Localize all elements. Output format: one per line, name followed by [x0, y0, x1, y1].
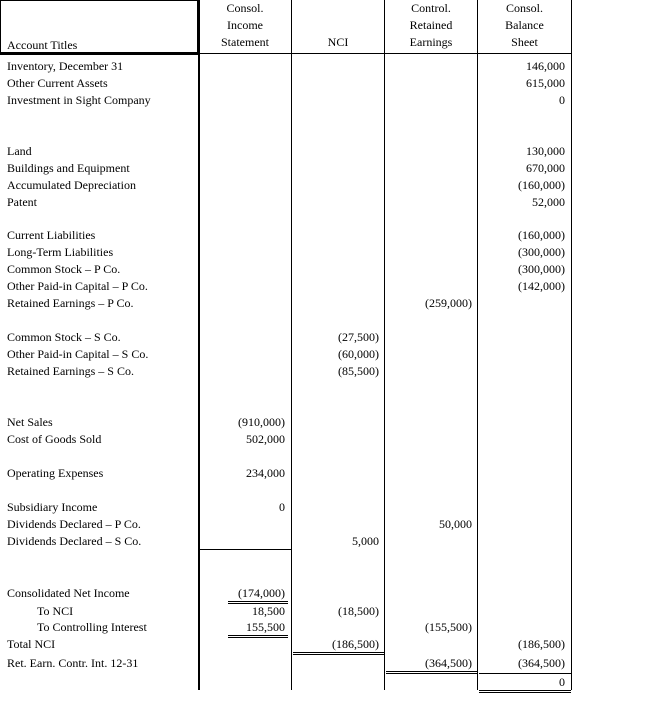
- nci-value: (27,500): [338, 330, 379, 344]
- grid-line: [571, 0, 572, 690]
- row-label: To Controlling Interest: [37, 620, 147, 634]
- row-label: Patent: [7, 195, 37, 209]
- row-label: Dividends Declared – P Co.: [7, 517, 141, 531]
- grid-line: [477, 0, 478, 690]
- row-label: To NCI: [37, 604, 74, 618]
- header-re-line: Earnings: [409, 35, 453, 49]
- row-label: Consolidated Net Income: [7, 586, 130, 600]
- header-re-line: Retained: [409, 18, 453, 32]
- header-bal-line: Consol.: [505, 1, 543, 15]
- row-label: Retained Earnings – P Co.: [7, 296, 134, 310]
- nci-value: (85,500): [338, 364, 379, 378]
- re-value: 50,000: [439, 517, 472, 531]
- balance-value: 0: [559, 675, 565, 689]
- re-value: (155,500): [425, 620, 472, 634]
- header-re-line: Control.: [411, 1, 451, 15]
- grid-line: [384, 0, 385, 690]
- row-label: Common Stock – S Co.: [7, 330, 121, 344]
- row-label: Other Paid-in Capital – P Co.: [7, 279, 148, 293]
- nci-value: (186,500): [332, 637, 379, 651]
- balance-value: 615,000: [526, 76, 565, 90]
- header-nci: [292, 34, 384, 51]
- total-underline: [479, 692, 571, 693]
- balance-value: (300,000): [518, 262, 565, 276]
- header-income-line: Income: [227, 18, 263, 32]
- row-label: Long-Term Liabilities: [7, 245, 114, 259]
- header-income-line: Statement: [221, 35, 269, 49]
- header-income-statement: [199, 0, 291, 51]
- balance-value: 130,000: [526, 144, 565, 158]
- header-rule: [0, 52, 200, 55]
- grid-line: [197, 0, 200, 54]
- income-value: 0: [279, 500, 285, 514]
- header-bal-line: Sheet: [511, 35, 538, 49]
- row-label: Cost of Goods Sold: [7, 432, 102, 446]
- nci-value: (60,000): [338, 347, 379, 361]
- balance-value: 52,000: [532, 195, 565, 209]
- balance-value: (142,000): [518, 279, 565, 293]
- row-label: Investment in Sight Company: [7, 93, 151, 107]
- row-label: Common Stock – P Co.: [7, 262, 121, 276]
- total-underline: [479, 673, 571, 674]
- row-label: Total NCI: [7, 637, 56, 651]
- header-nci-line: NCI: [327, 35, 349, 49]
- income-value: 234,000: [246, 466, 285, 480]
- grid-line: [198, 54, 200, 690]
- balance-value: (364,500): [518, 656, 565, 670]
- total-underline: [199, 549, 291, 550]
- balance-value: (186,500): [518, 637, 565, 651]
- re-value: (364,500): [425, 656, 472, 670]
- income-value: (910,000): [238, 415, 285, 429]
- row-label: Other Current Assets: [7, 76, 108, 90]
- balance-value: (300,000): [518, 245, 565, 259]
- row-label: Land: [7, 144, 32, 158]
- re-value: (259,000): [425, 296, 472, 310]
- row-label: Ret. Earn. Contr. Int. 12-31: [7, 656, 139, 670]
- header-account-titles: Account Titles: [7, 38, 78, 52]
- nci-value: (18,500): [338, 604, 379, 618]
- balance-value: 146,000: [526, 59, 565, 73]
- balance-value: (160,000): [518, 178, 565, 192]
- row-label: Subsidiary Income: [7, 500, 98, 514]
- balance-value: 0: [559, 93, 565, 107]
- balance-value: 670,000: [526, 161, 565, 175]
- total-underline: [228, 637, 288, 638]
- nci-value: 5,000: [352, 534, 379, 548]
- income-value: 155,500: [246, 620, 285, 634]
- grid-line: [0, 0, 1, 53]
- row-label: Current Liabilities: [7, 228, 96, 242]
- grid-line: [0, 0, 198, 1]
- total-underline: [386, 673, 477, 674]
- header-balance-sheet: [478, 0, 571, 51]
- total-underline: [293, 654, 384, 655]
- income-value: 18,500: [252, 604, 285, 618]
- grid-line: [291, 0, 292, 690]
- total-underline: [479, 690, 571, 691]
- row-label: Retained Earnings – S Co.: [7, 364, 134, 378]
- row-label: Net Sales: [7, 415, 53, 429]
- row-label: Operating Expenses: [7, 466, 104, 480]
- row-label: Inventory, December 31: [7, 59, 124, 73]
- balance-value: (160,000): [518, 228, 565, 242]
- income-value: (174,000): [238, 586, 285, 600]
- header-bal-line: Balance: [505, 18, 544, 32]
- header-rule: [200, 53, 572, 54]
- header-income-line: Consol.: [226, 1, 264, 15]
- row-label: Accumulated Depreciation: [7, 178, 136, 192]
- income-value: 502,000: [246, 432, 285, 446]
- row-label: Other Paid-in Capital – S Co.: [7, 347, 149, 361]
- header-retained-earnings: [385, 0, 477, 51]
- row-label: Dividends Declared – S Co.: [7, 534, 142, 548]
- row-label: Buildings and Equipment: [7, 161, 130, 175]
